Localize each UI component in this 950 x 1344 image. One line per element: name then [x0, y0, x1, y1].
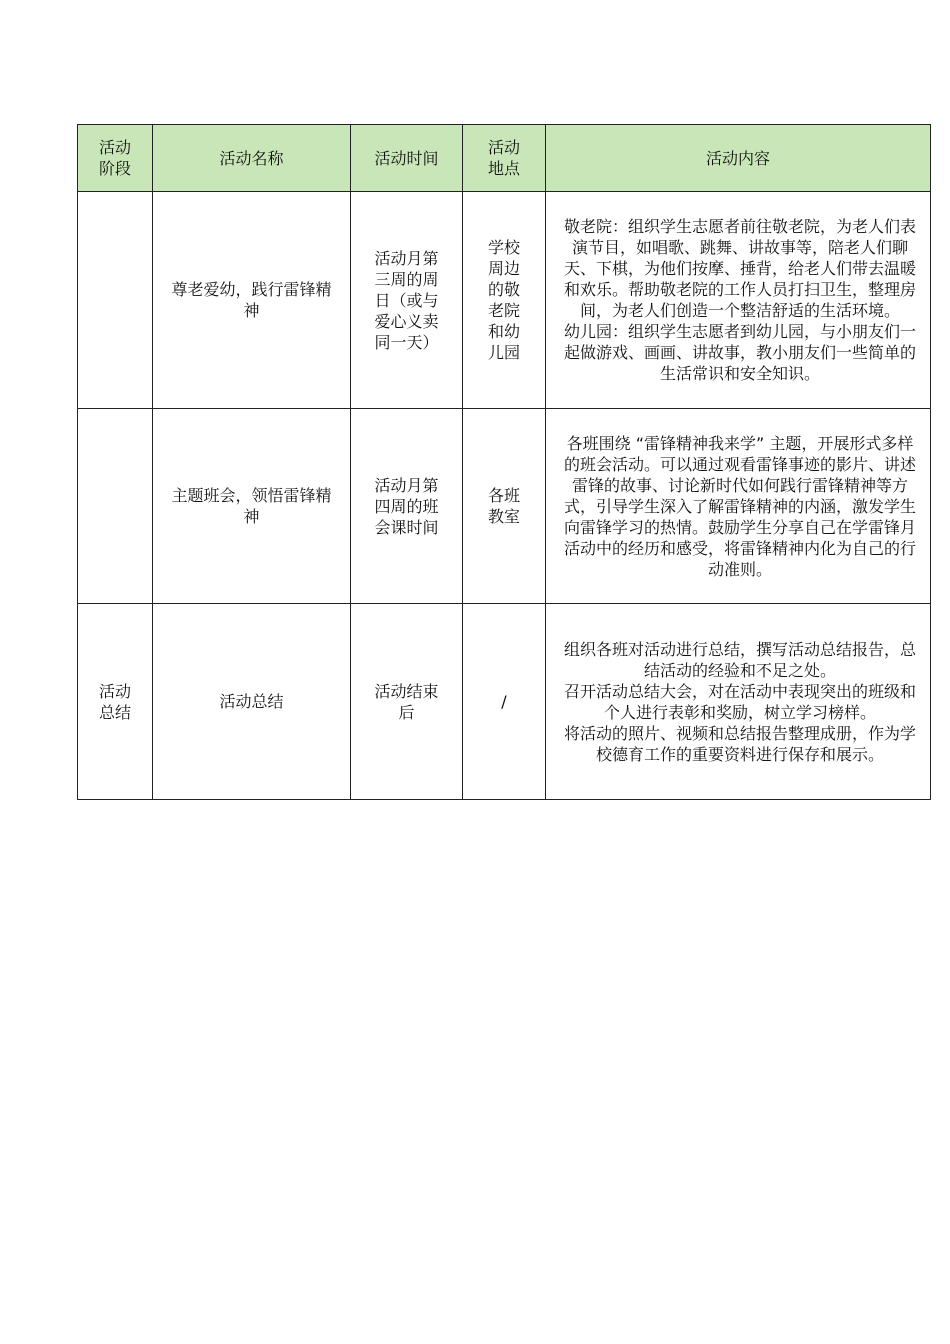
header-name: 活动名称 — [153, 125, 351, 192]
content-paragraph: 各班围绕 “雷锋精神我来学” 主题，开展形式多样的班会活动。可以通过观看雷锋事迹的影片、讲述雷锋的故事、讨论新时代如何践行雷锋精神等方式，引导学生深入了解雷锋精神的内涵，激发学生向雷锋学习的热情。鼓励学生分享自己在学雷锋月活动中的经历和感受，将雷锋精神内化为自己的行动准则。 — [564, 433, 917, 579]
table-row — [78, 604, 931, 800]
cell-time: 活动结束后 — [351, 604, 463, 800]
header-row — [78, 125, 931, 192]
cell-name: 主题班会，领悟雷锋精神 — [153, 409, 351, 604]
header-time: 活动时间 — [351, 125, 463, 192]
cell-place: / — [463, 604, 546, 800]
cell-time: 活动月第四周的班会课时间 — [351, 409, 463, 604]
content-paragraph: 组织各班对活动进行总结，撰写活动总结报告，总结活动的经验和不足之处。 — [564, 639, 917, 680]
cell-name: 尊老爱幼，践行雷锋精神 — [153, 192, 351, 409]
cell-content — [546, 192, 931, 409]
header-content: 活动内容 — [546, 125, 931, 192]
cell-stage — [78, 192, 153, 409]
table-row — [78, 409, 931, 604]
cell-place: 学校周边的敬老院和幼儿园 — [463, 192, 546, 409]
cell-content — [546, 409, 931, 604]
table-row — [78, 192, 931, 409]
cell-place: 各班教室 — [463, 409, 546, 604]
content-paragraph: 敬老院：组织学生志愿者前往敬老院，为老人们表演节目，如唱歌、跳舞、讲故事等，陪老人们聊天、下棋，为他们按摩、捶背，给老人们带去温暖和欢乐。帮助敬老院的工作人员打扫卫生，整理房间，为老人们创造一个整洁舒适的生活环境。 — [564, 217, 917, 320]
cell-content — [546, 604, 931, 800]
cell-time: 活动月第三周的周日（或与爱心义卖同一天） — [351, 192, 463, 409]
header-place: 活动地点 — [463, 125, 546, 192]
header-stage: 活动阶段 — [78, 125, 153, 192]
cell-name: 活动总结 — [153, 604, 351, 800]
activity-table — [77, 124, 931, 800]
content-paragraph: 召开活动总结大会，对在活动中表现突出的班级和个人进行表彰和奖励，树立学习榜样。 — [564, 681, 917, 722]
cell-stage — [78, 409, 153, 604]
content-paragraph: 幼儿园：组织学生志愿者到幼儿园，与小朋友们一起做游戏、画画、讲故事，教小朋友们一些简单的生活常识和安全知识。 — [564, 322, 917, 383]
content-paragraph: 将活动的照片、视频和总结报告整理成册，作为学校德育工作的重要资料进行保存和展示。 — [564, 723, 917, 764]
cell-stage: 活动总结 — [78, 604, 153, 800]
